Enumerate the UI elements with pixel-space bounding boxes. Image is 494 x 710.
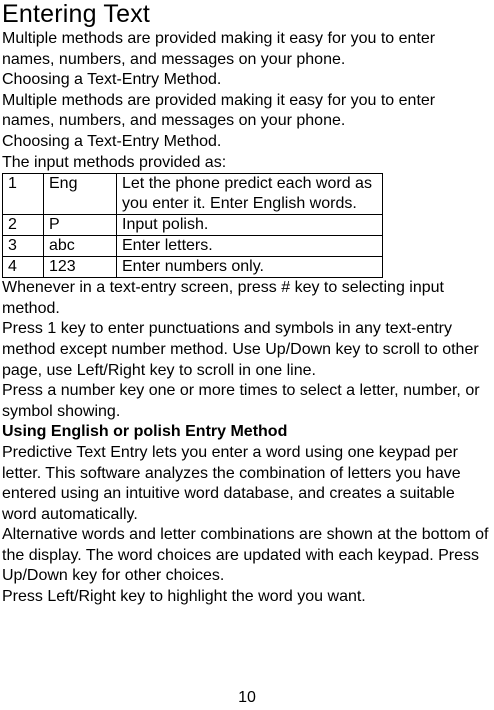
body-paragraph: Whenever in a text-entry screen, press # key to selecting input method.: [2, 279, 444, 317]
page-title: Entering Text: [2, 0, 151, 28]
intro-paragraph: Choosing a Text-Entry Method.: [2, 71, 222, 89]
table-cell-number: 3: [3, 236, 44, 257]
table-row: [3, 174, 383, 215]
table-cell-description: Input polish.: [117, 215, 383, 236]
section-heading: Using English or polish Entry Method: [2, 423, 288, 441]
body-paragraph: Press 1 key to enter punctuations and symbols in any text-entry method except number method. Use Up/Down key to scroll to other page, use Left/Right key to scroll in one line.: [2, 320, 479, 379]
intro-paragraph: The input methods provided as:: [2, 153, 227, 171]
table-cell-mode: Eng: [44, 174, 117, 215]
document-page: [2, 0, 492, 608]
table-row: [3, 257, 383, 278]
table-cell-mode: abc: [44, 236, 117, 257]
table-cell-number: 4: [3, 257, 44, 278]
table-cell-number: 1: [3, 174, 44, 215]
section-paragraph: Alternative words and letter combinations are shown at the bottom of the display. The word choices are updated with each keypad. Press Up/Down key for other choices.: [2, 526, 489, 585]
intro-paragraph: Multiple methods are provided making it easy for you to enter names, numbers, and messages on your phone.: [2, 91, 436, 130]
table-cell-description: Let the phone predict each word as you enter it. Enter English words.: [117, 174, 383, 215]
table-cell-mode: P: [44, 215, 117, 236]
body-paragraph: Press a number key one or more times to select a letter, number, or symbol showing.: [2, 382, 480, 420]
page-number: 10: [238, 689, 256, 706]
table-cell-number: 2: [3, 215, 44, 236]
intro-paragraph: Choosing a Text-Entry Method.: [2, 132, 222, 150]
table-cell-description: Enter letters.: [117, 236, 383, 257]
intro-paragraph: Multiple methods are provided making it easy for you to enter names, numbers, and messages on your phone.: [2, 30, 436, 68]
section-paragraph: Press Left/Right key to highlight the word you want.: [2, 588, 366, 606]
section-paragraph: Predictive Text Entry lets you enter a word using one keypad per letter. This software analyzes the combination of letters you have entered using an intuitive word database, and creates a suitable word automatically.: [2, 443, 461, 523]
input-methods-table: [2, 173, 383, 278]
table-cell-mode: 123: [44, 257, 117, 278]
table-cell-description: Enter numbers only.: [117, 257, 383, 278]
table-row: [3, 215, 383, 236]
table-row: [3, 236, 383, 257]
